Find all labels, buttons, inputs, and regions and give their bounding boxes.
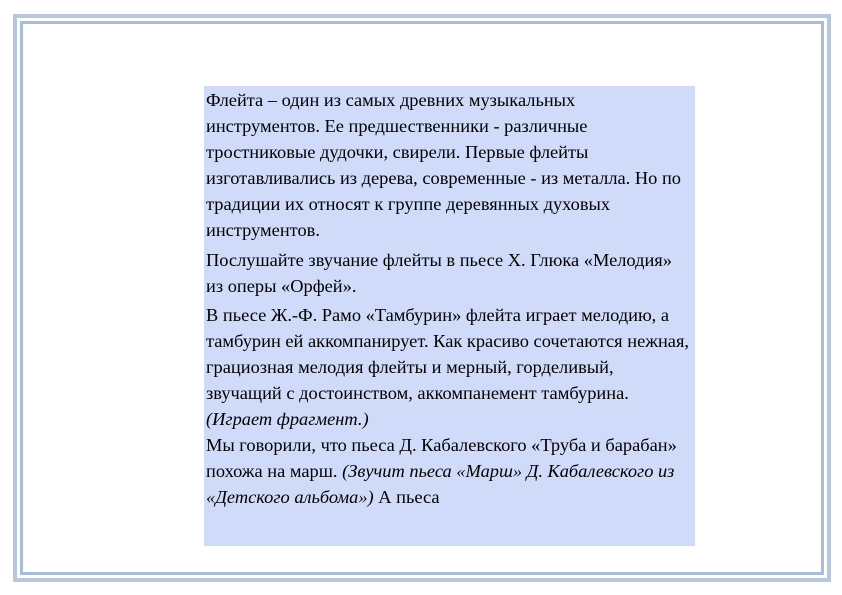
paragraph-rameau-text: В пьесе Ж.-Ф. Рамо «Тамбурин» флейта играет мелодию, а тамбурин ей аккомпанирует. Как красиво сочетаются нежная, грациозная мелодия флейты и мерный, горделивый, звучащий с достоинством, аккомпанемент тамбурина. xyxy=(206,304,690,404)
paragraph-kabalevsky-continuation: А пьеса xyxy=(378,487,440,508)
paragraph-gluck-melody: Послушайте звучание флейты в пьесе Х. Глюка «Мелодия» из оперы «Орфей». xyxy=(206,249,672,296)
paragraph-flute-history: Флейта – один из самых древних музыкальных инструментов. Ее предшественники - различные тростниковые дудочки, свирели. Первые флейты изготавливались из дерева, современные - из металла. Но по традиции их относят к группе деревянных духовых инструментов. xyxy=(206,90,681,241)
paragraph-kabalevsky-march xyxy=(206,432,693,510)
paragraph-kabalevsky-stage-direction: (Звучит пьеса «Марш» Д. Кабалевского из «Детского альбома») xyxy=(206,461,675,508)
text-block xyxy=(204,86,695,546)
paragraph-rameau-tambourin xyxy=(206,302,693,432)
paragraph-rameau-stage-direction: (Играет фрагмент.) xyxy=(206,409,369,430)
paragraph-kabalevsky-text: Мы говорили, что пьеса Д. Кабалевского «Труба и барабан» похожа на марш. xyxy=(206,435,677,482)
